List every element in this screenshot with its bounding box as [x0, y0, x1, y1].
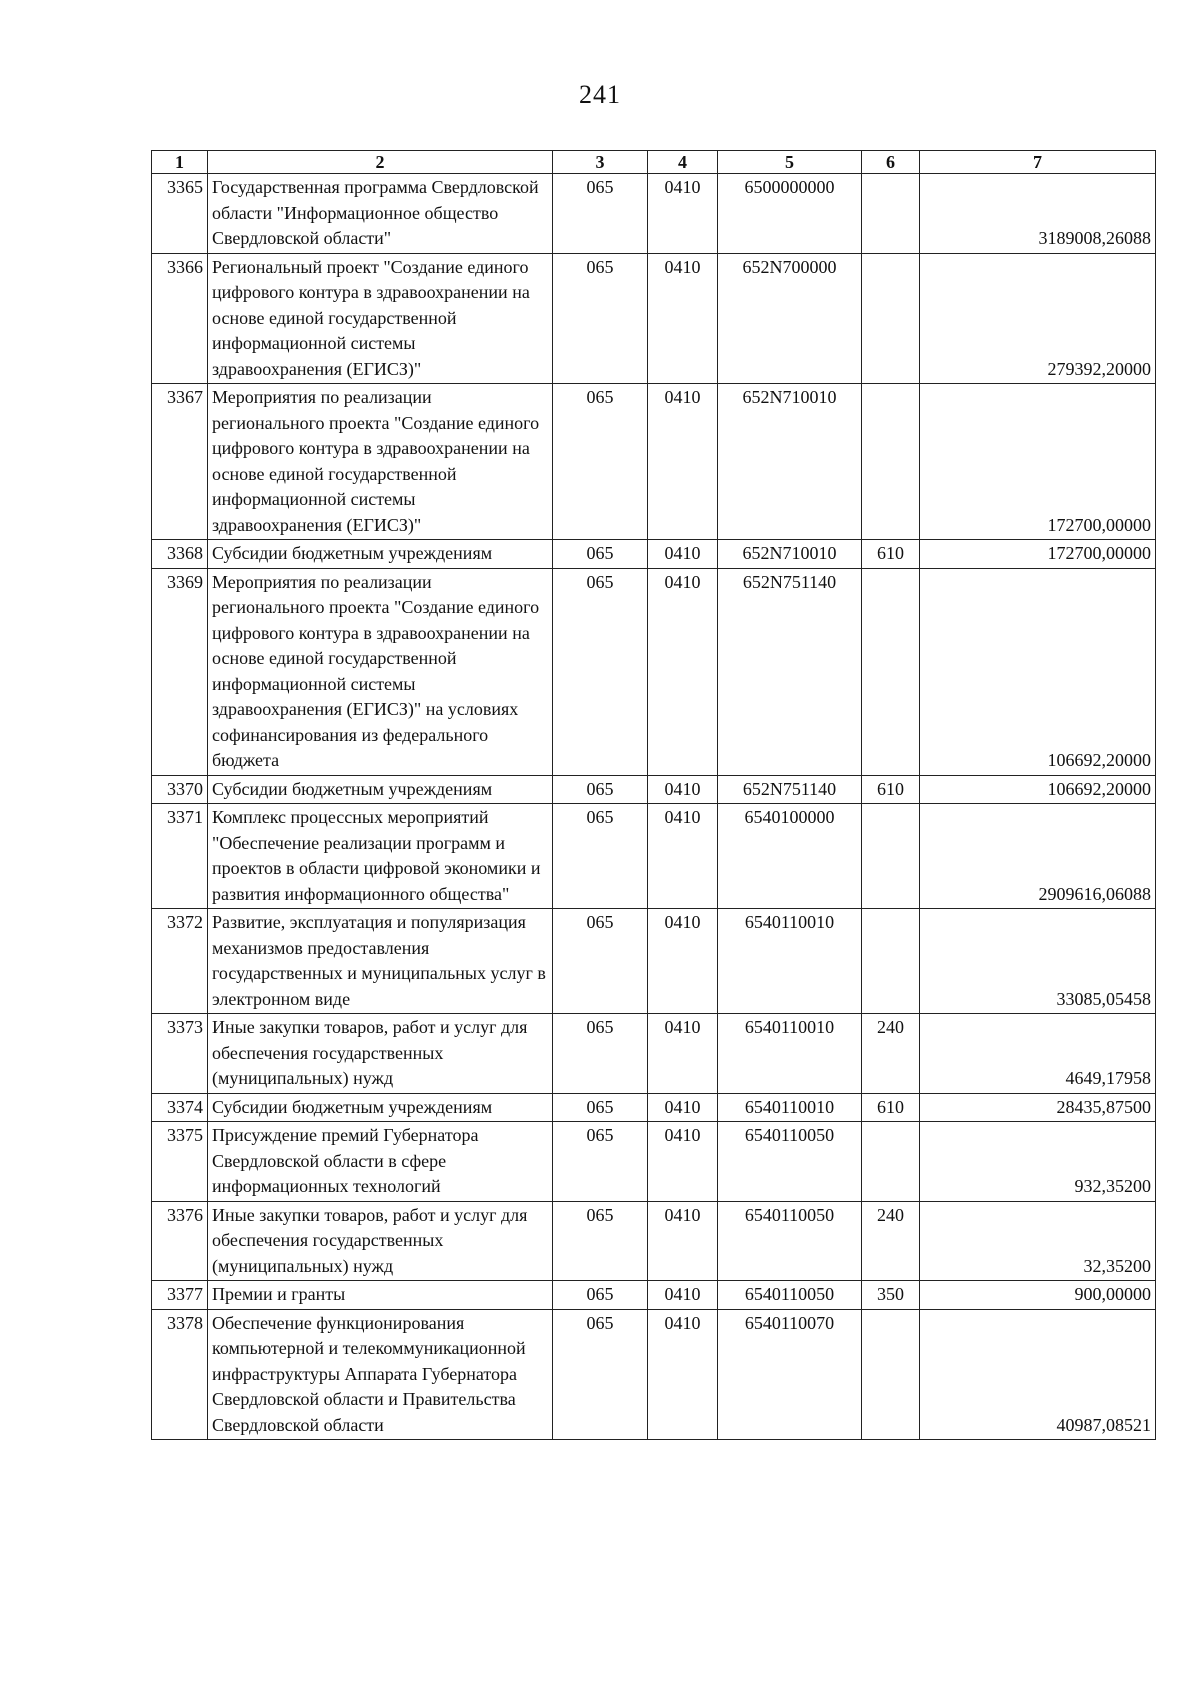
row-code-5: 652N751140	[718, 775, 862, 804]
row-code-6	[862, 1122, 920, 1202]
row-name: Региональный проект "Создание единого цифрового контура в здравоохранении на основе единой государственной информационной системы здравоохранения (ЕГИСЗ)"	[208, 253, 553, 384]
table-row	[152, 384, 1156, 540]
row-name: Обеспечение функционирования компьютерной и телекоммуникационной инфраструктуры Аппарата Губернатора Свердловской области и Правительства Свердловской области	[208, 1309, 553, 1440]
row-name: Присуждение премий Губернатора Свердловской области в сфере информационных технологий	[208, 1122, 553, 1202]
row-amount: 40987,08521	[920, 1309, 1156, 1440]
row-code-5: 6540110070	[718, 1309, 862, 1440]
row-name: Премии и гранты	[208, 1281, 553, 1310]
row-code-4: 0410	[648, 384, 718, 540]
row-code-3: 065	[553, 540, 648, 569]
row-amount: 106692,20000	[920, 568, 1156, 775]
page-number: 241	[579, 80, 621, 109]
column-header-4: 4	[648, 151, 718, 174]
row-code-4: 0410	[648, 1281, 718, 1310]
row-code-5: 652N710010	[718, 384, 862, 540]
row-code-6	[862, 568, 920, 775]
row-number: 3366	[152, 253, 208, 384]
row-code-6: 240	[862, 1201, 920, 1281]
row-code-6	[862, 253, 920, 384]
row-code-4: 0410	[648, 1093, 718, 1122]
row-number: 3368	[152, 540, 208, 569]
table-row	[152, 1201, 1156, 1281]
row-name: Развитие, эксплуатация и популяризация механизмов предоставления государственных и муниципальных услуг в электронном виде	[208, 909, 553, 1014]
column-header-6: 6	[862, 151, 920, 174]
row-code-6: 610	[862, 1093, 920, 1122]
table-row	[152, 775, 1156, 804]
row-code-4: 0410	[648, 804, 718, 909]
row-name: Государственная программа Свердловской области "Информационное общество Свердловской области"	[208, 174, 553, 254]
row-code-6	[862, 1309, 920, 1440]
row-code-4: 0410	[648, 540, 718, 569]
row-code-5: 652N710010	[718, 540, 862, 569]
row-number: 3378	[152, 1309, 208, 1440]
row-code-4: 0410	[648, 253, 718, 384]
row-amount: 900,00000	[920, 1281, 1156, 1310]
table-row	[152, 174, 1156, 254]
row-code-3: 065	[553, 909, 648, 1014]
row-code-3: 065	[553, 253, 648, 384]
row-number: 3370	[152, 775, 208, 804]
row-code-4: 0410	[648, 1201, 718, 1281]
row-name: Мероприятия по реализации регионального проекта "Создание единого цифрового контура в здравоохранении на основе единой государственной информационной системы здравоохранения (ЕГИСЗ)"	[208, 384, 553, 540]
column-header-3: 3	[553, 151, 648, 174]
table-row	[152, 568, 1156, 775]
row-code-3: 065	[553, 568, 648, 775]
row-code-5: 6540110010	[718, 1093, 862, 1122]
row-code-6	[862, 174, 920, 254]
column-header-7: 7	[920, 151, 1156, 174]
table-row	[152, 1281, 1156, 1310]
row-amount: 32,35200	[920, 1201, 1156, 1281]
row-code-3: 065	[553, 1309, 648, 1440]
row-number: 3374	[152, 1093, 208, 1122]
row-code-3: 065	[553, 775, 648, 804]
row-number: 3377	[152, 1281, 208, 1310]
row-number: 3376	[152, 1201, 208, 1281]
row-code-5: 6540110010	[718, 909, 862, 1014]
row-amount: 4649,17958	[920, 1014, 1156, 1094]
row-amount: 172700,00000	[920, 540, 1156, 569]
row-amount: 106692,20000	[920, 775, 1156, 804]
row-amount: 279392,20000	[920, 253, 1156, 384]
column-header-5: 5	[718, 151, 862, 174]
row-name: Иные закупки товаров, работ и услуг для обеспечения государственных (муниципальных) нужд	[208, 1201, 553, 1281]
row-code-6: 350	[862, 1281, 920, 1310]
row-code-6	[862, 909, 920, 1014]
row-code-6	[862, 804, 920, 909]
row-code-4: 0410	[648, 1122, 718, 1202]
row-code-4: 0410	[648, 909, 718, 1014]
row-amount: 172700,00000	[920, 384, 1156, 540]
table-row	[152, 909, 1156, 1014]
row-code-6: 610	[862, 540, 920, 569]
row-number: 3371	[152, 804, 208, 909]
row-code-6	[862, 384, 920, 540]
row-code-3: 065	[553, 1201, 648, 1281]
row-code-5: 6540110050	[718, 1122, 862, 1202]
row-code-5: 652N751140	[718, 568, 862, 775]
table-row	[152, 1309, 1156, 1440]
table-body	[152, 174, 1156, 1440]
row-number: 3365	[152, 174, 208, 254]
row-code-3: 065	[553, 174, 648, 254]
row-amount: 2909616,06088	[920, 804, 1156, 909]
row-code-4: 0410	[648, 1014, 718, 1094]
row-code-3: 065	[553, 804, 648, 909]
table-row	[152, 540, 1156, 569]
row-code-5: 6540110050	[718, 1201, 862, 1281]
row-name: Субсидии бюджетным учреждениям	[208, 1093, 553, 1122]
row-code-4: 0410	[648, 568, 718, 775]
row-code-5: 6540100000	[718, 804, 862, 909]
row-name: Иные закупки товаров, работ и услуг для обеспечения государственных (муниципальных) нужд	[208, 1014, 553, 1094]
row-amount: 932,35200	[920, 1122, 1156, 1202]
table-row	[152, 1014, 1156, 1094]
row-name: Мероприятия по реализации регионального проекта "Создание единого цифрового контура в здравоохранении на основе единой государственной информационной системы здравоохранения (ЕГИСЗ)" на условиях софинансирования из федерального бюджета	[208, 568, 553, 775]
row-number: 3367	[152, 384, 208, 540]
table-row	[152, 253, 1156, 384]
row-code-4: 0410	[648, 775, 718, 804]
row-code-5: 6540110050	[718, 1281, 862, 1310]
row-code-4: 0410	[648, 174, 718, 254]
row-code-5: 6500000000	[718, 174, 862, 254]
row-amount: 33085,05458	[920, 909, 1156, 1014]
row-code-5: 6540110010	[718, 1014, 862, 1094]
row-amount: 3189008,26088	[920, 174, 1156, 254]
row-number: 3369	[152, 568, 208, 775]
row-number: 3375	[152, 1122, 208, 1202]
row-number: 3373	[152, 1014, 208, 1094]
header-row	[152, 151, 1156, 174]
table-row	[152, 1122, 1156, 1202]
row-code-3: 065	[553, 384, 648, 540]
column-header-2: 2	[208, 151, 553, 174]
row-amount: 28435,87500	[920, 1093, 1156, 1122]
row-code-3: 065	[553, 1014, 648, 1094]
row-code-3: 065	[553, 1122, 648, 1202]
column-header-1: 1	[152, 151, 208, 174]
row-code-3: 065	[553, 1093, 648, 1122]
row-code-4: 0410	[648, 1309, 718, 1440]
row-number: 3372	[152, 909, 208, 1014]
row-name: Комплекс процессных мероприятий "Обеспечение реализации программ и проектов в области цифровой экономики и развития информационного общества"	[208, 804, 553, 909]
row-code-6: 240	[862, 1014, 920, 1094]
budget-table	[151, 150, 1156, 1440]
row-name: Субсидии бюджетным учреждениям	[208, 540, 553, 569]
table-row	[152, 1093, 1156, 1122]
row-code-3: 065	[553, 1281, 648, 1310]
table-row	[152, 804, 1156, 909]
row-code-5: 652N700000	[718, 253, 862, 384]
row-name: Субсидии бюджетным учреждениям	[208, 775, 553, 804]
row-code-6: 610	[862, 775, 920, 804]
